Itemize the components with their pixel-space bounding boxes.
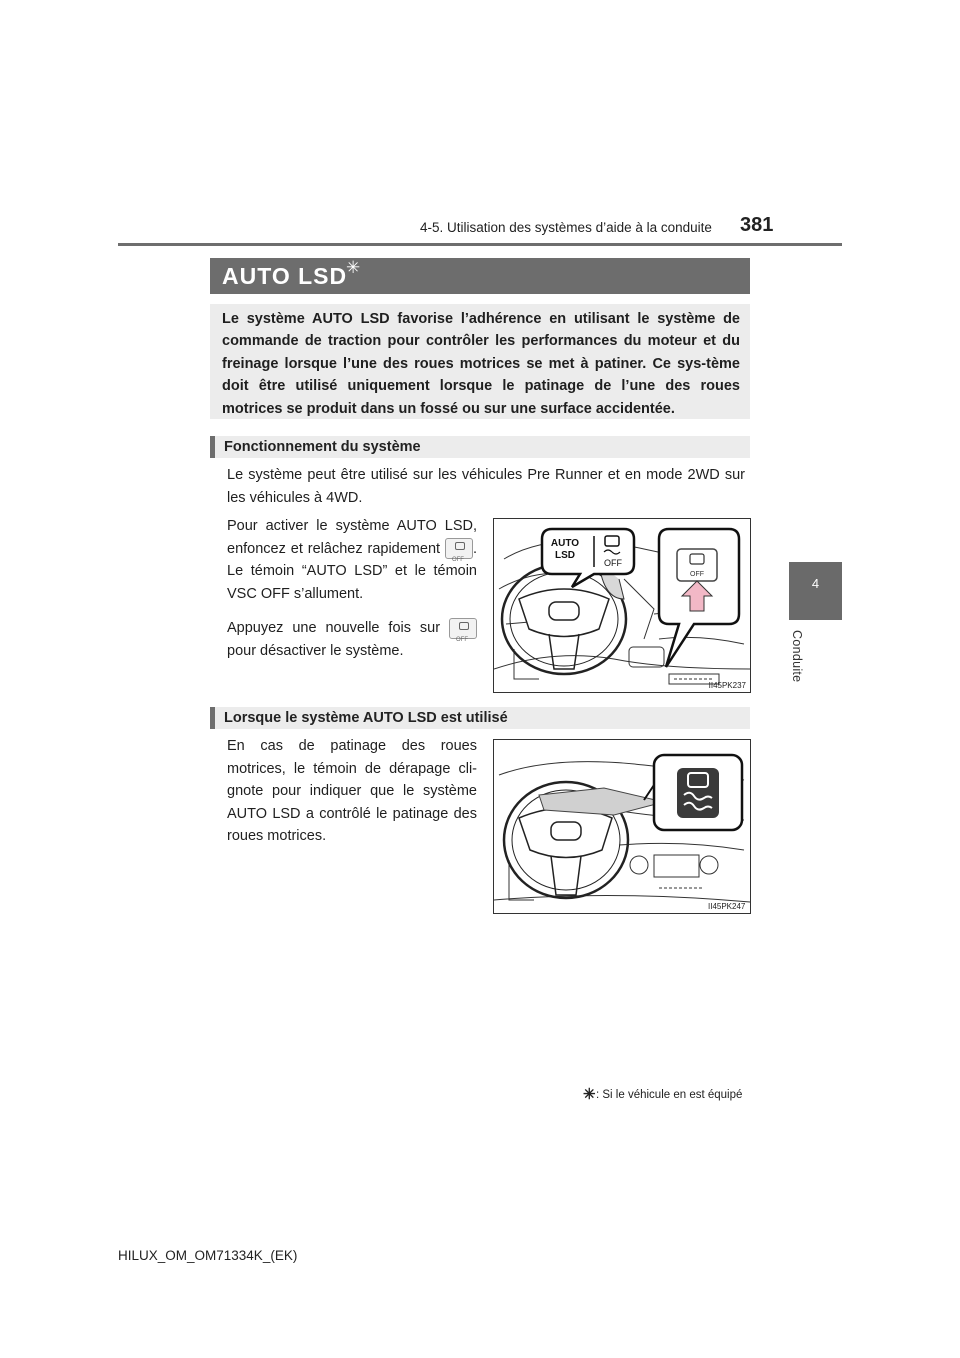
intro-text: Le système AUTO LSD favorise l’adhérence en utilisant le système de commande de traction pour contrôler les performances du moteur et du freinage lorsque l’une des roues motrices se met à patiner. Ce sys-tème doit être utilisé uniquement lorsque le patinage de l’une des roues motrices se produit dans un fossé ou sur une surface accidentée.	[222, 311, 740, 417]
figure-code: II45PK237	[708, 681, 746, 690]
switch-callout	[659, 529, 739, 667]
footnote-marker: ✳	[583, 1086, 596, 1103]
section-heading-operation	[210, 436, 750, 458]
dashboard-illustration	[494, 740, 750, 913]
paragraph-deactivate-text-2: pour désactiver le système.	[227, 642, 404, 659]
heading-accent	[210, 707, 215, 729]
document-id: HILUX_OM_OM71334K_(EK)	[118, 1248, 298, 1263]
svg-text:LSD: LSD	[555, 550, 575, 561]
page-title: AUTO LSD	[222, 263, 348, 289]
chapter-label: Conduite	[790, 630, 804, 683]
paragraph-vehicles: Le système peut être utilisé sur les véhicules Pre Runner et en mode 2WD sur les véhicules à 4WD.	[227, 467, 745, 506]
slip-indicator-callout	[654, 755, 742, 830]
header-rule	[118, 243, 842, 246]
paragraph-activate	[227, 515, 477, 605]
footnote-text: : Si le véhicule en est équipé	[596, 1089, 743, 1101]
paragraph-deactivate-text: Appuyez une nouvelle fois sur	[227, 620, 441, 636]
svg-text:OFF: OFF	[604, 558, 622, 568]
svg-text:OFF: OFF	[690, 571, 704, 578]
chapter-tab	[789, 562, 842, 620]
figure-dashboard-switch	[493, 518, 751, 693]
heading-accent	[210, 436, 215, 458]
page-number: 381	[740, 214, 774, 236]
section-header: 4-5. Utilisation des systèmes d’aide à la conduite	[420, 220, 712, 235]
section-heading-text: Fonctionnement du système	[224, 439, 421, 455]
section-heading-in-use	[210, 707, 750, 729]
indicator-callout	[542, 529, 634, 587]
slip-indicator-icon	[677, 768, 719, 818]
lsd-switch-icon	[449, 618, 477, 639]
figure-code: II45PK247	[708, 902, 746, 911]
paragraph-slip: En cas de patinage des roues motrices, le témoin de dérapage cli-gnote pour indiquer que le système AUTO LSD a contrôlé le patinage des roues motrices.	[227, 738, 477, 844]
dashboard-illustration	[494, 519, 750, 692]
figure-slip-indicator	[493, 739, 751, 914]
chapter-number: 4	[811, 576, 820, 591]
title-equipment-marker: ✳	[346, 258, 361, 277]
lsd-switch-icon	[445, 538, 473, 559]
svg-text:AUTO: AUTO	[550, 538, 580, 549]
paragraph-activate-text-2: . Le témoin “AUTO LSD” et le témoin VSC OFF s’allument.	[227, 540, 477, 602]
section-heading-text: Lorsque le système AUTO LSD est utilisé	[224, 710, 508, 726]
paragraph-deactivate	[227, 617, 477, 662]
paragraph-activate-text: Pour activer le système AUTO LSD, enfoncez et relâchez rapidement	[227, 518, 477, 557]
